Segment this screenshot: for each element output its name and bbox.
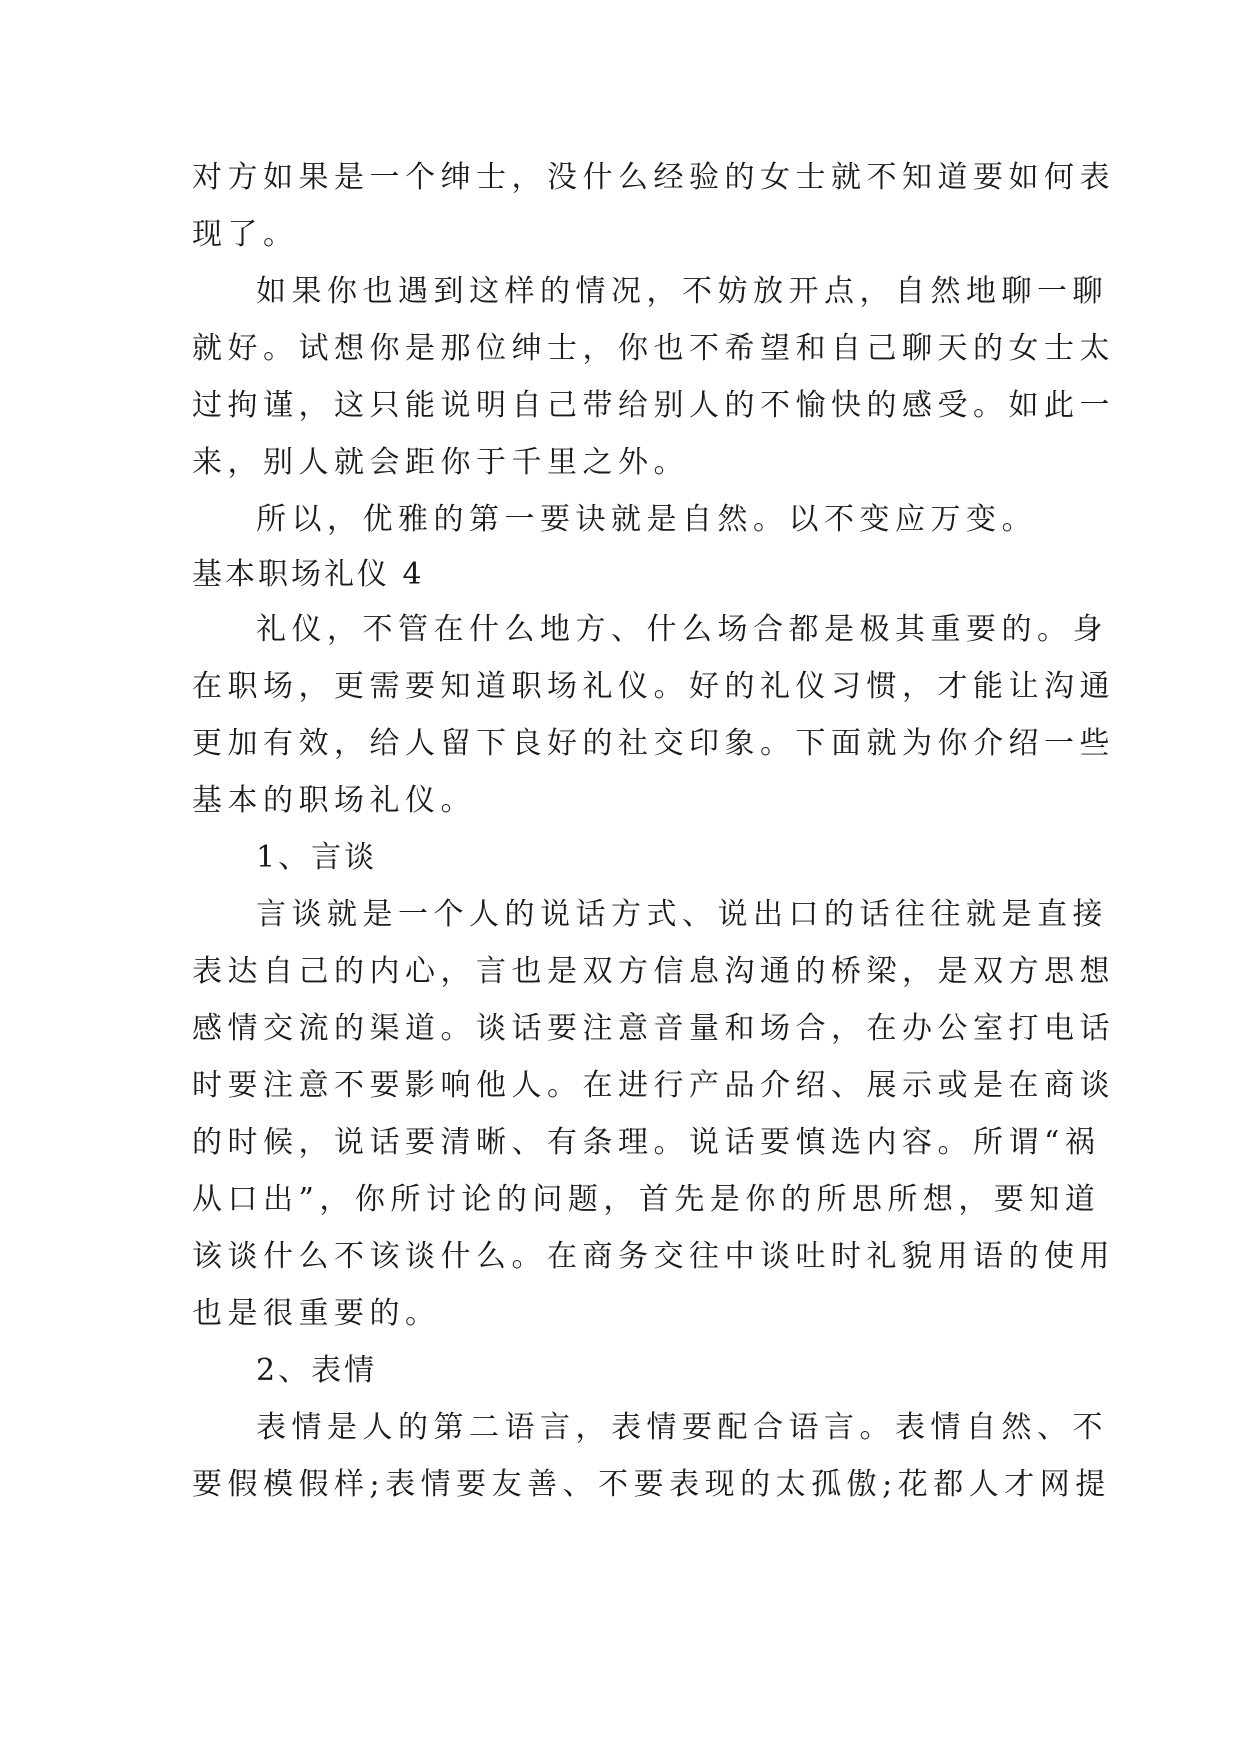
paragraph-line: 表情是人的第二语言，表情要配合语言。表情自然、不 [256, 1410, 1108, 1445]
paragraph-line: 言谈就是一个人的说话方式、说出口的话往往就是直接 [256, 897, 1108, 932]
paragraph-line: 时要注意不要影响他人。在进行产品介绍、展示或是在商谈 [192, 1068, 1115, 1103]
paragraph-line: 表达自己的内心，言也是双方信息沟通的桥梁，是双方思想 [192, 954, 1115, 989]
section-heading: 基本职场礼仪 4 [192, 557, 425, 592]
paragraph-line: 也是很重要的。 [192, 1296, 441, 1331]
paragraph-line: 的时候，说话要清晰、有条理。说话要慎选内容。所谓“祸 [192, 1125, 1101, 1160]
paragraph-line: 要假模假样;表情要友善、不要表现的太孤傲;花都人才网提 [192, 1467, 1111, 1502]
subheading: 1、言谈 [256, 840, 378, 875]
paragraph-line: 更加有效，给人留下良好的社交印象。下面就为你介绍一些 [192, 726, 1115, 761]
paragraph-line: 来，别人就会距你于千里之外。 [192, 445, 689, 480]
paragraph-line: 过拘谨，这只能说明自己带给别人的不愉快的感受。如此一 [192, 388, 1115, 423]
paragraph-line: 基本的职场礼仪。 [192, 783, 476, 818]
paragraph-line: 礼仪，不管在什么地方、什么场合都是极其重要的。身 [256, 612, 1108, 647]
paragraph-line: 现了。 [192, 217, 299, 252]
subheading: 2、表情 [256, 1353, 378, 1388]
paragraph-line: 对方如果是一个绅士，没什么经验的女士就不知道要如何表 [192, 160, 1115, 195]
paragraph-line: 感情交流的渠道。谈话要注意音量和场合，在办公室打电话 [192, 1011, 1115, 1046]
paragraph-line: 在职场，更需要知道职场礼仪。好的礼仪习惯，才能让沟通 [192, 669, 1115, 704]
paragraph-line: 如果你也遇到这样的情况，不妨放开点，自然地聊一聊 [256, 274, 1108, 309]
paragraph-line: 所以，优雅的第一要诀就是自然。以不变应万变。 [256, 502, 1037, 537]
paragraph-line: 就好。试想你是那位绅士，你也不希望和自己聊天的女士太 [192, 331, 1115, 366]
paragraph-line: 该谈什么不该谈什么。在商务交往中谈吐时礼貌用语的使用 [192, 1239, 1115, 1274]
paragraph-line: 从口出”，你所讨论的问题，首先是你的所思所想，要知道 [192, 1182, 1101, 1217]
